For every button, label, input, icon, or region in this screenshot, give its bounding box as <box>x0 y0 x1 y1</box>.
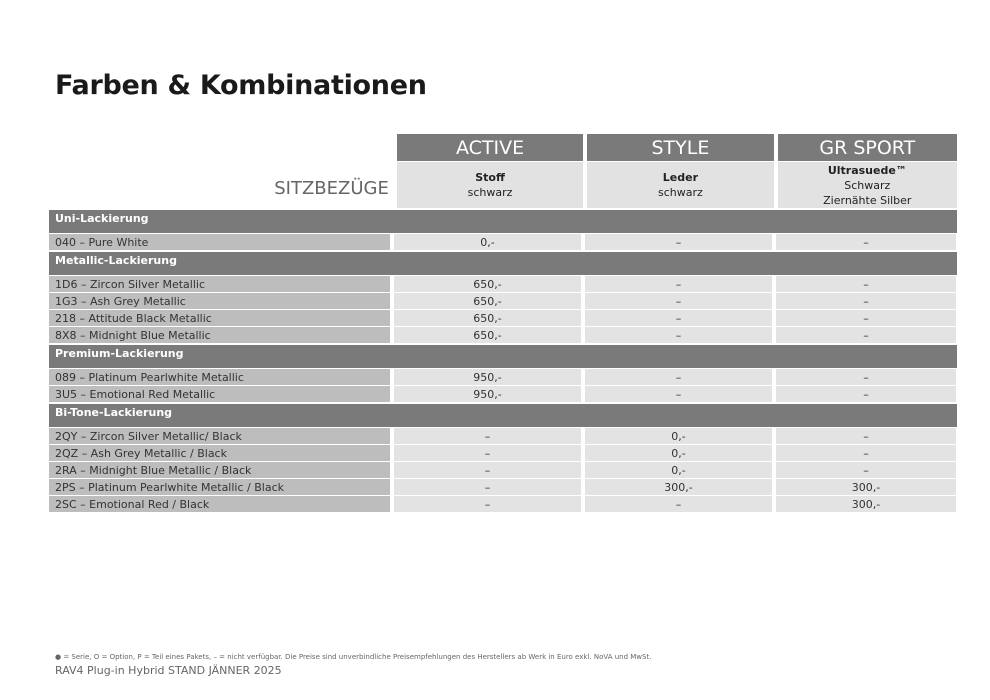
color-name: 2QZ – Ash Grey Metallic / Black <box>49 445 390 461</box>
seat-row <box>49 162 957 208</box>
table-row <box>49 462 957 478</box>
price-cell: – <box>776 293 956 309</box>
seat-style <box>587 162 773 208</box>
table-row <box>49 276 957 292</box>
color-name: 1G3 – Ash Grey Metallic <box>49 293 390 309</box>
price-cell: – <box>776 276 956 292</box>
price-cell: – <box>394 462 581 478</box>
trim-gr-sport: GR SPORT <box>778 134 957 161</box>
color-name: 8X8 – Midnight Blue Metallic <box>49 327 390 343</box>
price-cell: – <box>585 496 772 512</box>
seat-stitching: Ziernähte Silber <box>823 193 912 207</box>
price-cell: – <box>585 293 772 309</box>
color-name: 2RA – Midnight Blue Metallic / Black <box>49 462 390 478</box>
table-row <box>49 327 957 343</box>
color-name: 089 – Platinum Pearlwhite Metallic <box>49 369 390 385</box>
price-cell: – <box>394 496 581 512</box>
seat-label: SITZBEZÜGE <box>274 178 389 199</box>
table-row <box>49 428 957 444</box>
price-cell: – <box>394 479 581 495</box>
price-cell: – <box>585 386 772 402</box>
color-name: 218 – Attitude Black Metallic <box>49 310 390 326</box>
section-header: Metallic-Lackierung <box>49 252 957 275</box>
price-cell: – <box>776 327 956 343</box>
price-cell: 300,- <box>776 496 956 512</box>
table-row <box>49 479 957 495</box>
price-cell: – <box>585 327 772 343</box>
seat-gr-sport <box>778 162 957 208</box>
table-row <box>49 234 957 250</box>
price-cell: – <box>394 445 581 461</box>
table-row <box>49 293 957 309</box>
price-cell: – <box>776 234 956 250</box>
seat-material: Stoff <box>475 171 505 184</box>
price-cell: – <box>776 445 956 461</box>
seat-color: Schwarz <box>844 178 891 192</box>
price-cell: – <box>585 310 772 326</box>
color-name: 2PS – Platinum Pearlwhite Metallic / Black <box>49 479 390 495</box>
price-cell: – <box>776 462 956 478</box>
price-cell: 0,- <box>394 234 581 250</box>
price-cell: 0,- <box>585 428 772 444</box>
seat-material: Ultrasuede™ <box>827 163 907 177</box>
table-row <box>49 369 957 385</box>
price-cell: – <box>776 428 956 444</box>
color-name: 3U5 – Emotional Red Metallic <box>49 386 390 402</box>
color-name: 040 – Pure White <box>49 234 390 250</box>
color-name: 2SC – Emotional Red / Black <box>49 496 390 512</box>
color-name: 2QY – Zircon Silver Metallic/ Black <box>49 428 390 444</box>
price-cell: 300,- <box>585 479 772 495</box>
price-cell: – <box>776 369 956 385</box>
seat-material: Leder <box>662 171 699 184</box>
price-cell: – <box>585 276 772 292</box>
price-cell: – <box>585 369 772 385</box>
price-cell: – <box>776 310 956 326</box>
price-cell: 650,- <box>394 293 581 309</box>
price-cell: 950,- <box>394 369 581 385</box>
price-cell: 650,- <box>394 310 581 326</box>
price-cell: 300,- <box>776 479 956 495</box>
footnote: ● = Serie, O = Option, P = Teil eines Pakets, – = nicht verfügbar. Die Preise sind unverbindliche Preisempfehlungen des Herstellers ab Werk in Euro exkl. NoVA und MwSt. <box>55 653 652 661</box>
section-header: Bi-Tone-Lackierung <box>49 404 957 427</box>
trim-style: STYLE <box>587 134 773 161</box>
price-cell: 650,- <box>394 276 581 292</box>
price-cell: 0,- <box>585 462 772 478</box>
table-row <box>49 386 957 402</box>
page-title: Farben & Kombinationen <box>55 70 427 101</box>
table-row <box>49 496 957 512</box>
price-cell: – <box>585 234 772 250</box>
seat-color: schwarz <box>467 186 513 199</box>
price-cell: 950,- <box>394 386 581 402</box>
table-row <box>49 445 957 461</box>
price-cell: 0,- <box>585 445 772 461</box>
seat-color: schwarz <box>658 186 703 199</box>
color-table <box>49 134 957 512</box>
table-row <box>49 310 957 326</box>
seat-active <box>397 162 583 208</box>
price-cell: – <box>776 386 956 402</box>
trim-header-row <box>49 134 957 161</box>
price-cell: – <box>394 428 581 444</box>
trim-active: ACTIVE <box>397 134 583 161</box>
price-cell: 650,- <box>394 327 581 343</box>
color-name: 1D6 – Zircon Silver Metallic <box>49 276 390 292</box>
section-header: Premium-Lackierung <box>49 345 957 368</box>
section-header: Uni-Lackierung <box>49 210 957 233</box>
footer: RAV4 Plug-in Hybrid STAND JÄNNER 2025 <box>55 664 282 677</box>
table-body <box>49 210 957 512</box>
